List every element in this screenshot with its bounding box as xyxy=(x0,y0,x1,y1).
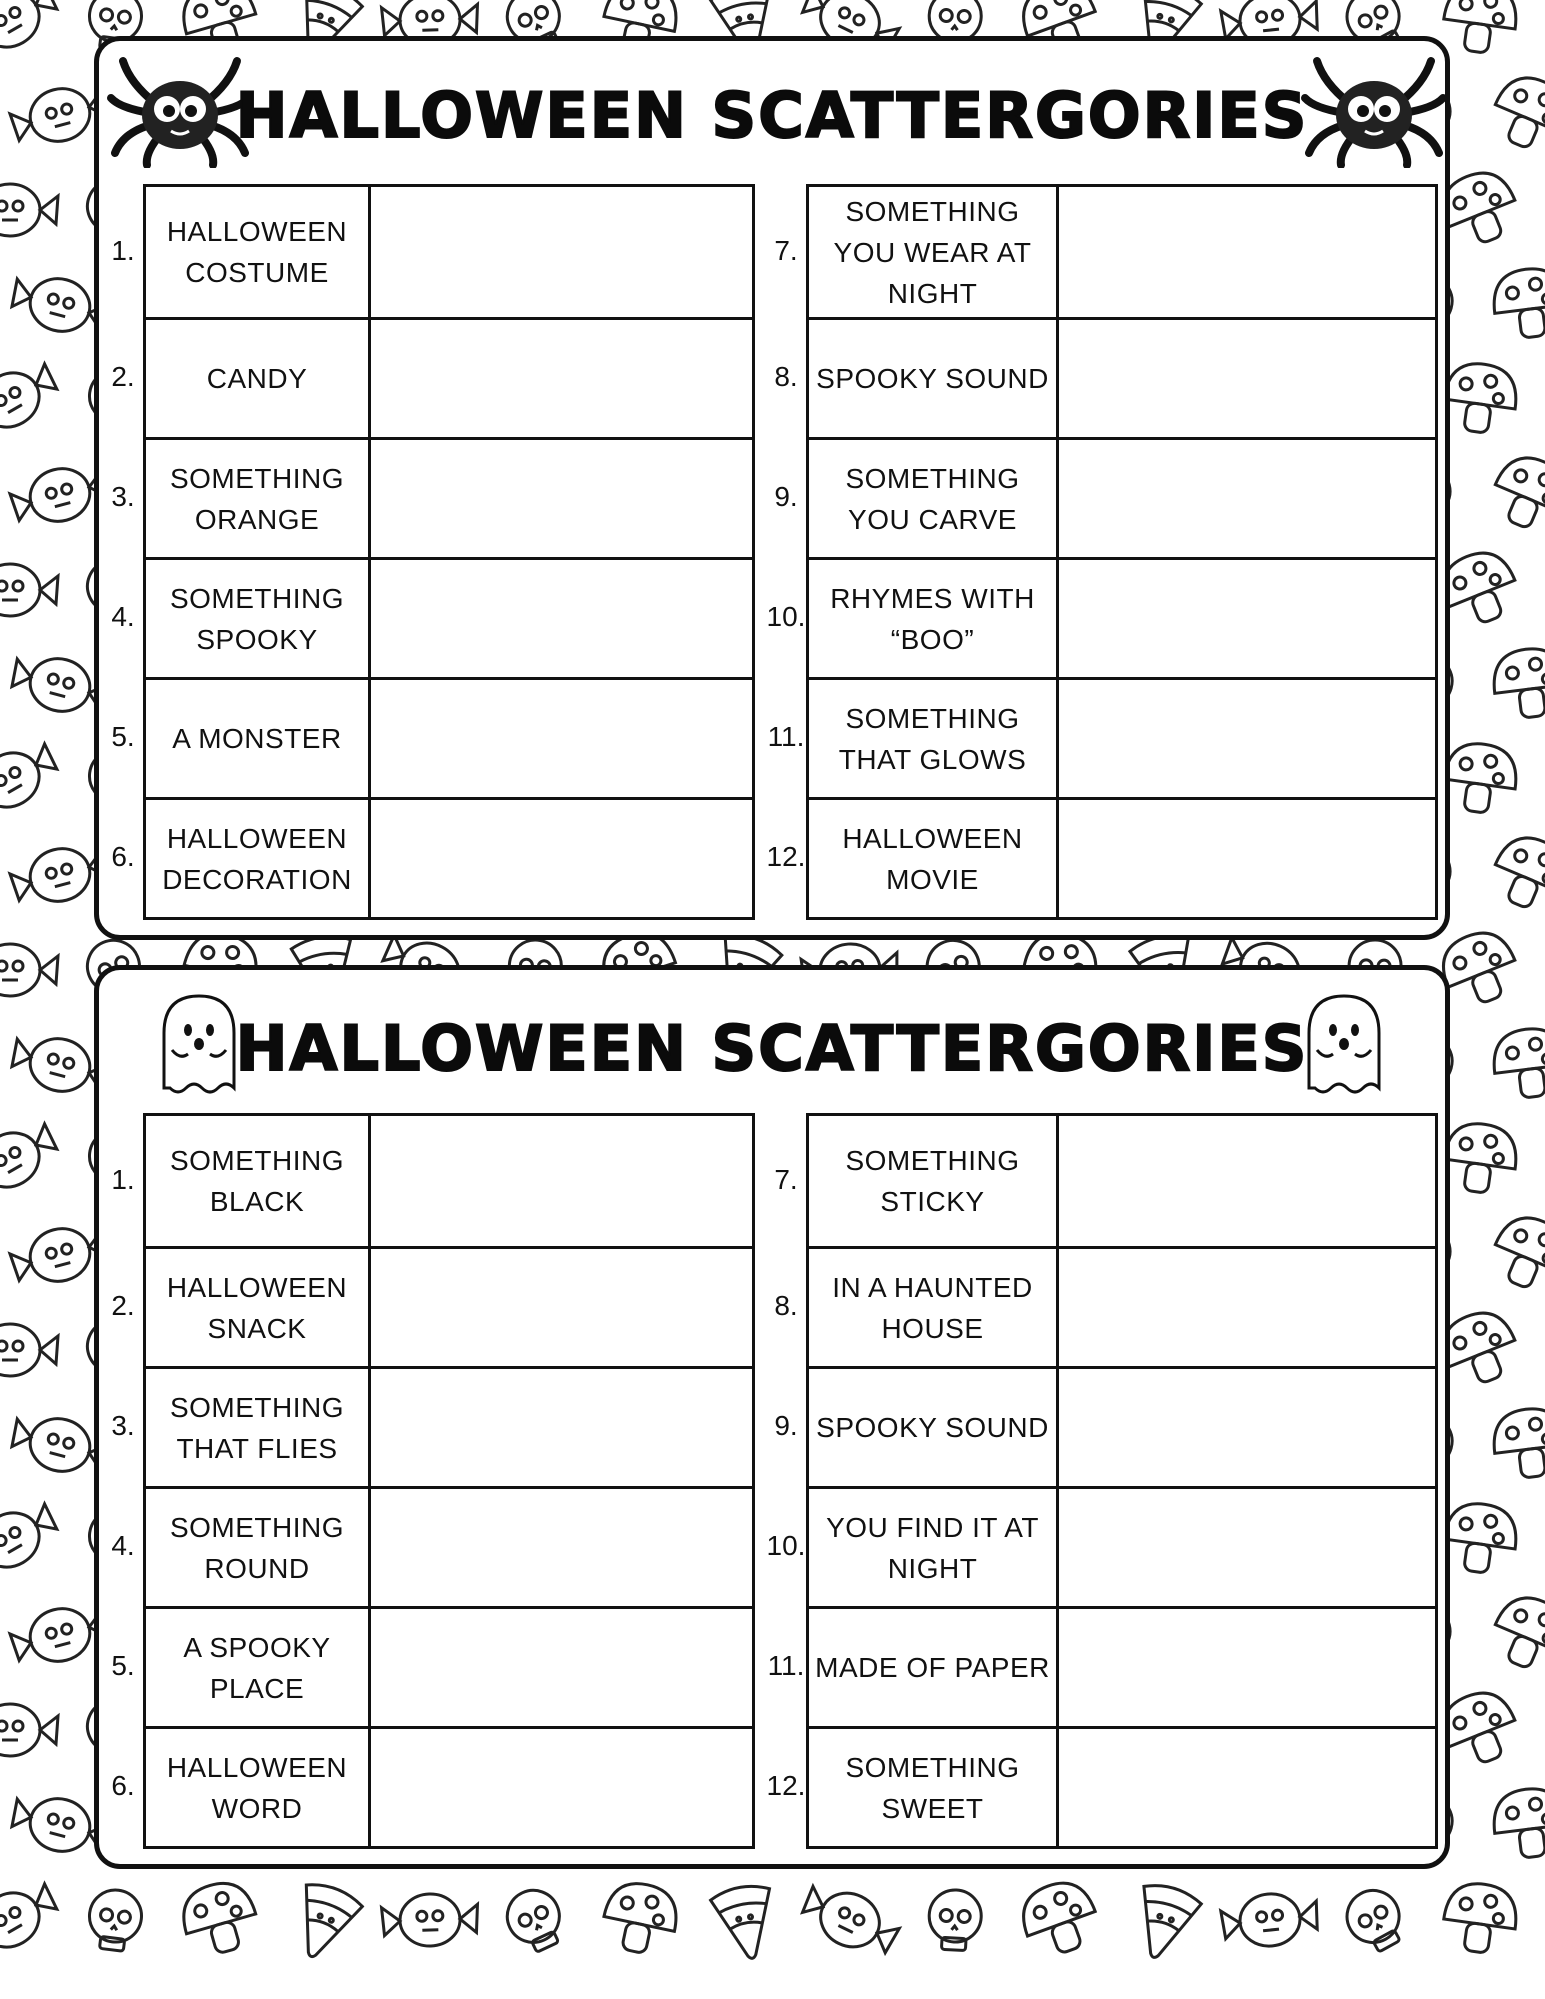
mushroom-doodle-icon xyxy=(1484,1588,1545,1679)
mushroom-doodle-icon xyxy=(1440,359,1521,436)
answer-field[interactable] xyxy=(371,1369,752,1486)
answer-field[interactable] xyxy=(1059,320,1435,437)
item-number: 1. xyxy=(111,234,135,266)
answer-field[interactable] xyxy=(1059,1249,1435,1366)
category-label: SOMETHING THAT FLIES xyxy=(146,1369,371,1486)
category-label: HALLOWEEN DECORATION xyxy=(146,800,371,917)
table-row xyxy=(809,677,1435,797)
answer-field[interactable] xyxy=(1059,560,1435,677)
table-row xyxy=(146,1366,752,1486)
candy-doodle-icon xyxy=(0,1113,65,1206)
category-label: HALLOWEEN SNACK xyxy=(146,1249,371,1366)
table-row xyxy=(809,1606,1435,1726)
spider-icon xyxy=(1299,53,1449,168)
item-number: 10. xyxy=(766,1530,806,1561)
item-number: 3. xyxy=(111,481,135,512)
sheet-1-header xyxy=(99,41,1445,181)
category-label: MADE OF PAPER xyxy=(809,1609,1059,1726)
mushroom-doodle-icon xyxy=(1490,645,1545,721)
item-number: 7. xyxy=(774,1163,798,1195)
mushroom-doodle-icon xyxy=(1440,1879,1521,1956)
answer-field[interactable] xyxy=(371,800,752,917)
table-row xyxy=(809,797,1435,917)
skull-doodle-icon xyxy=(86,1887,145,1953)
table-row xyxy=(809,557,1435,677)
mushroom-doodle-icon xyxy=(1440,0,1521,57)
item-number: 2. xyxy=(111,1290,135,1321)
category-label: SOMETHING YOU CARVE xyxy=(809,440,1059,557)
answer-field[interactable] xyxy=(371,187,752,317)
candy-doodle-icon xyxy=(0,0,65,67)
category-label: RHYMES WITH “BOO” xyxy=(809,560,1059,677)
mushroom-doodle-icon xyxy=(1484,828,1545,919)
answer-field[interactable] xyxy=(371,1489,752,1606)
item-number: 4. xyxy=(111,1530,135,1561)
table-row xyxy=(146,677,752,797)
table-row xyxy=(146,1486,752,1606)
category-label: SOMETHING STICKY xyxy=(809,1116,1059,1246)
category-label: HALLOWEEN COSTUME xyxy=(146,187,371,317)
item-number: 6. xyxy=(111,1770,135,1801)
item-number: 9. xyxy=(774,1410,798,1441)
answer-field[interactable] xyxy=(371,1116,752,1246)
table-row xyxy=(146,317,752,437)
mushroom-doodle-icon xyxy=(1014,1874,1105,1963)
item-number: 5. xyxy=(111,721,135,752)
mushroom-doodle-icon xyxy=(1490,265,1545,341)
skull-doodle-icon xyxy=(927,1889,982,1952)
table-row xyxy=(809,1486,1435,1606)
ghost-icon xyxy=(1299,988,1389,1100)
category-label: SOMETHING SPOOKY xyxy=(146,560,371,677)
corn-doodle-icon xyxy=(283,1878,365,1967)
table-row xyxy=(146,557,752,677)
item-number: 9. xyxy=(774,481,798,512)
answer-field[interactable] xyxy=(1059,1369,1435,1486)
category-table xyxy=(806,184,1438,920)
item-number: 1. xyxy=(111,1163,135,1195)
candy-doodle-icon xyxy=(795,1876,904,1965)
category-label: SPOOKY SOUND xyxy=(809,320,1059,437)
item-number: 10. xyxy=(766,601,806,632)
candy-doodle-icon xyxy=(0,1493,65,1586)
item-number: 2. xyxy=(111,361,135,392)
candy-doodle-icon xyxy=(0,733,65,826)
item-number: 7. xyxy=(774,234,798,266)
corn-doodle-icon xyxy=(1125,1880,1203,1966)
item-number: 3. xyxy=(111,1410,135,1441)
mushroom-doodle-icon xyxy=(1490,1405,1545,1481)
table-row xyxy=(809,437,1435,557)
mushroom-doodle-icon xyxy=(598,1877,683,1958)
table-row xyxy=(146,1246,752,1366)
answer-field[interactable] xyxy=(371,440,752,557)
table-row xyxy=(146,437,752,557)
table-row xyxy=(146,1116,752,1246)
category-label: A SPOOKY PLACE xyxy=(146,1609,371,1726)
category-label: SOMETHING BLACK xyxy=(146,1116,371,1246)
item-number: 5. xyxy=(111,1650,135,1681)
answer-field[interactable] xyxy=(1059,680,1435,797)
item-number: 8. xyxy=(774,1290,798,1321)
mushroom-doodle-icon xyxy=(1484,1208,1545,1299)
answer-field[interactable] xyxy=(371,320,752,437)
table-row xyxy=(809,1726,1435,1846)
candy-doodle-icon xyxy=(0,1324,58,1376)
category-table xyxy=(806,1113,1438,1849)
item-number: 4. xyxy=(111,601,135,632)
mushroom-doodle-icon xyxy=(1484,448,1545,539)
mushroom-doodle-icon xyxy=(1490,1785,1545,1861)
item-number: 6. xyxy=(111,841,135,872)
category-label: SPOOKY SOUND xyxy=(809,1369,1059,1486)
table-row xyxy=(146,1606,752,1726)
answer-field[interactable] xyxy=(1059,1729,1435,1846)
sheet-2-title: HALLOWEEN SCATTERGORIES xyxy=(235,1012,1309,1085)
mushroom-doodle-icon xyxy=(1490,1025,1545,1101)
category-label: SOMETHING THAT GLOWS xyxy=(809,680,1059,797)
category-label: IN A HAUNTED HOUSE xyxy=(809,1249,1059,1366)
category-label: HALLOWEEN MOVIE xyxy=(809,800,1059,917)
mushroom-doodle-icon xyxy=(1484,68,1545,159)
scattergories-sheet-1 xyxy=(94,36,1450,940)
candy-doodle-icon xyxy=(381,1892,479,1947)
category-label: HALLOWEEN WORD xyxy=(146,1729,371,1846)
item-number: 12. xyxy=(766,841,806,872)
candy-doodle-icon xyxy=(1220,1889,1321,1951)
item-number: 11. xyxy=(767,1650,805,1681)
answer-field[interactable] xyxy=(1059,1489,1435,1606)
category-label: A MONSTER xyxy=(146,680,371,797)
category-table xyxy=(143,1113,755,1849)
category-label: SOMETHING YOU WEAR AT NIGHT xyxy=(809,187,1059,317)
table-row xyxy=(146,1726,752,1846)
sheet-2-header xyxy=(99,970,1445,1110)
answer-field[interactable] xyxy=(371,1729,752,1846)
table-row xyxy=(809,1366,1435,1486)
table-row xyxy=(146,187,752,317)
candy-doodle-icon xyxy=(0,1704,58,1756)
table-row xyxy=(146,797,752,917)
answer-field[interactable] xyxy=(1059,440,1435,557)
table-row xyxy=(809,1116,1435,1246)
scattergories-sheet-2 xyxy=(94,965,1450,1869)
corn-doodle-icon xyxy=(709,1882,782,1964)
skull-doodle-icon xyxy=(499,1882,571,1958)
candy-doodle-icon xyxy=(0,564,58,616)
candy-doodle-icon xyxy=(0,353,65,446)
category-label: SOMETHING ORANGE xyxy=(146,440,371,557)
sheet-1-title: HALLOWEEN SCATTERGORIES xyxy=(235,79,1309,152)
category-label: SOMETHING ROUND xyxy=(146,1489,371,1606)
candy-doodle-icon xyxy=(0,184,58,236)
mushroom-doodle-icon xyxy=(1440,739,1521,816)
category-label: CANDY xyxy=(146,320,371,437)
candy-doodle-icon xyxy=(0,944,58,996)
table-row xyxy=(809,1246,1435,1366)
candy-doodle-icon xyxy=(0,1873,65,1966)
answer-field[interactable] xyxy=(1059,800,1435,917)
mushroom-doodle-icon xyxy=(1440,1119,1521,1196)
skull-doodle-icon xyxy=(1338,1881,1413,1959)
answer-field[interactable] xyxy=(371,1609,752,1726)
answer-field[interactable] xyxy=(371,560,752,677)
table-row xyxy=(809,187,1435,317)
mushroom-doodle-icon xyxy=(1440,1499,1521,1576)
answer-field[interactable] xyxy=(1059,187,1435,317)
mushroom-doodle-icon xyxy=(175,1875,263,1960)
answer-field[interactable] xyxy=(1059,1116,1435,1246)
item-number: 11. xyxy=(767,721,805,752)
answer-field[interactable] xyxy=(371,1249,752,1366)
answer-field[interactable] xyxy=(1059,1609,1435,1726)
answer-field[interactable] xyxy=(371,680,752,797)
item-number: 12. xyxy=(766,1770,806,1801)
item-number: 8. xyxy=(774,361,798,392)
category-table xyxy=(143,184,755,920)
table-row xyxy=(809,317,1435,437)
category-label: SOMETHING SWEET xyxy=(809,1729,1059,1846)
category-label: YOU FIND IT AT NIGHT xyxy=(809,1489,1059,1606)
